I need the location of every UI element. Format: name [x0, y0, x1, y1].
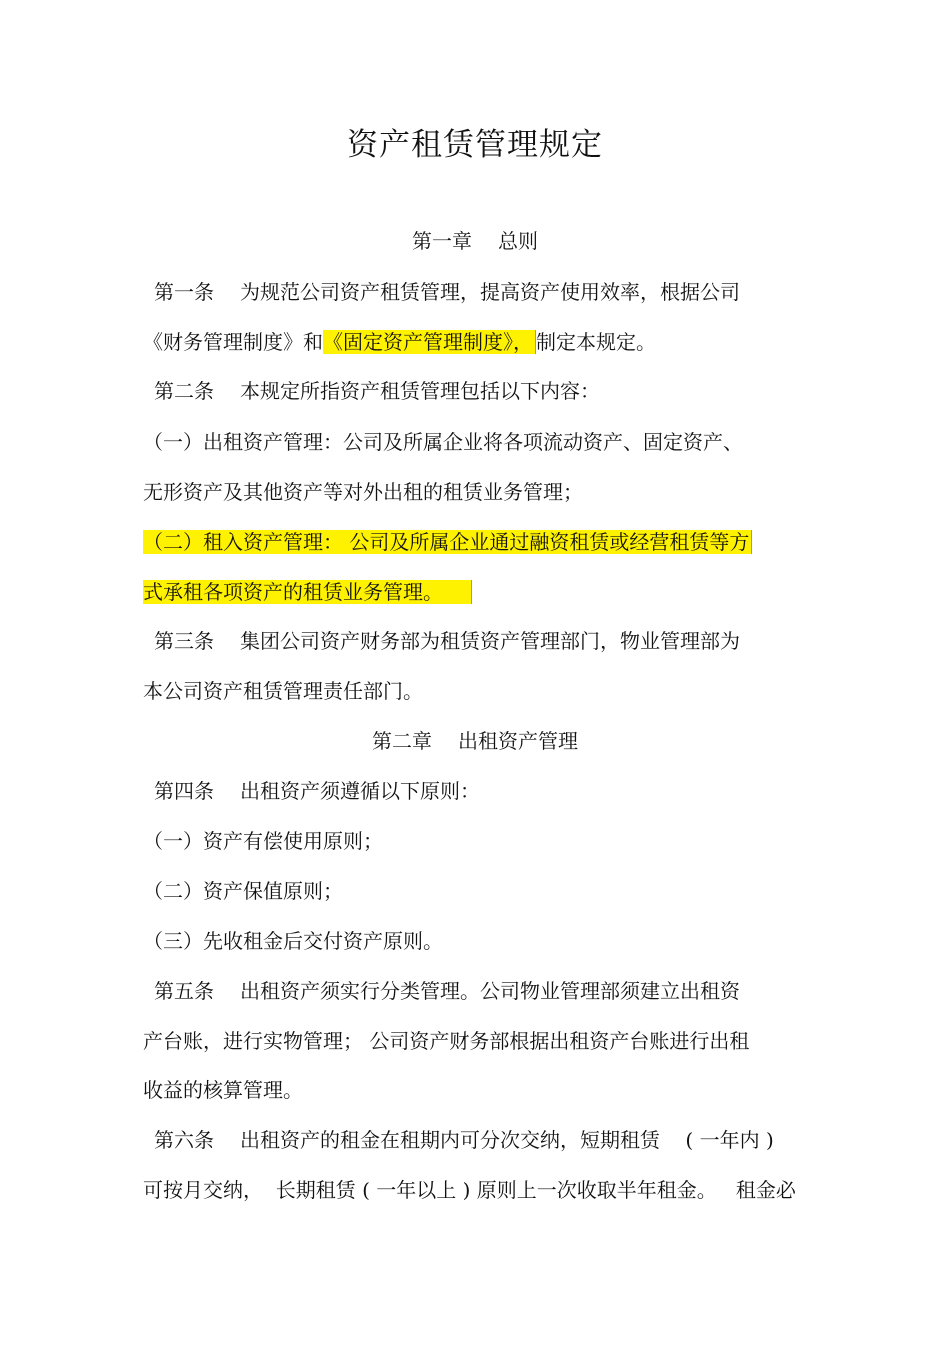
highlighted-text: （二）租入资产管理： 公司及所属企业通过融资租赁或经营租赁等方: [143, 530, 752, 554]
article-6-line-2: 可按月交纳， 长期租赁 ( 一年以上 ) 原则上一次收取半年租金。 租金必: [143, 1178, 796, 1202]
article-text: 本规定所指资产租赁管理包括以下内容：: [240, 379, 600, 403]
article-text: 为规范公司资产租赁管理，提高资产使用效率，根据公司: [240, 280, 740, 304]
article-text: 集团公司资产财务部为租赁资产管理部门，物业管理部为: [240, 629, 740, 653]
article-2-line-1: [143, 376, 600, 406]
article-text: 制定本规定。: [536, 330, 656, 354]
article-4-line-1: [143, 776, 480, 806]
article-6-line-1: [143, 1125, 774, 1155]
chapter-name: 总则: [498, 229, 538, 253]
article-1-line-1: [143, 277, 740, 307]
article-4-item-3: （三）先收租金后交付资产原则。: [143, 929, 443, 953]
article-number: 第一条: [154, 280, 214, 304]
article-number: 第五条: [154, 979, 214, 1003]
article-3-line-2: 本公司资产租赁管理责任部门。: [143, 679, 423, 703]
article-5-line-3: 收益的核算管理。: [143, 1078, 303, 1102]
article-number: 第二条: [154, 379, 214, 403]
highlighted-text: 《固定资产管理制度》，: [323, 330, 536, 354]
chapter-number: 第一章: [412, 229, 472, 253]
article-2-item-1-line-1: （一）出租资产管理：公司及所属企业将各项流动资产、固定资产、: [143, 430, 743, 454]
article-2-item-2-line-2: [143, 577, 472, 607]
chapter-heading-2: [0, 726, 950, 756]
article-text: 出租资产须实行分类管理。公司物业管理部须建立出租资: [240, 979, 740, 1003]
article-2-item-1-line-2: 无形资产及其他资产等对外出租的租赁业务管理；: [143, 480, 583, 504]
article-number: 第三条: [154, 629, 214, 653]
article-2-item-2-line-1: [143, 527, 752, 557]
chapter-heading-1: [0, 226, 950, 256]
highlighted-text: 式承租各项资产的租赁业务管理。: [143, 580, 472, 604]
article-text: 出租资产须遵循以下原则：: [240, 779, 480, 803]
article-5-line-1: [143, 976, 740, 1006]
article-number: 第四条: [154, 779, 214, 803]
chapter-name: 出租资产管理: [458, 729, 578, 753]
article-3-line-1: [143, 626, 740, 656]
article-text: 出租资产的租金在租期内可分次交纳，短期租赁 ( 一年内 ): [240, 1128, 774, 1152]
article-4-item-1: （一）资产有偿使用原则；: [143, 829, 383, 853]
article-text: 《财务管理制度》和: [143, 330, 323, 354]
article-4-item-2: （二）资产保值原则；: [143, 879, 343, 903]
chapter-number: 第二章: [372, 729, 432, 753]
article-1-line-2: [143, 327, 656, 357]
document-title: 资产租赁管理规定: [347, 127, 603, 163]
article-number: 第六条: [154, 1128, 214, 1152]
article-5-line-2: 产台账，进行实物管理； 公司资产财务部根据出租资产台账进行出租: [143, 1029, 750, 1053]
